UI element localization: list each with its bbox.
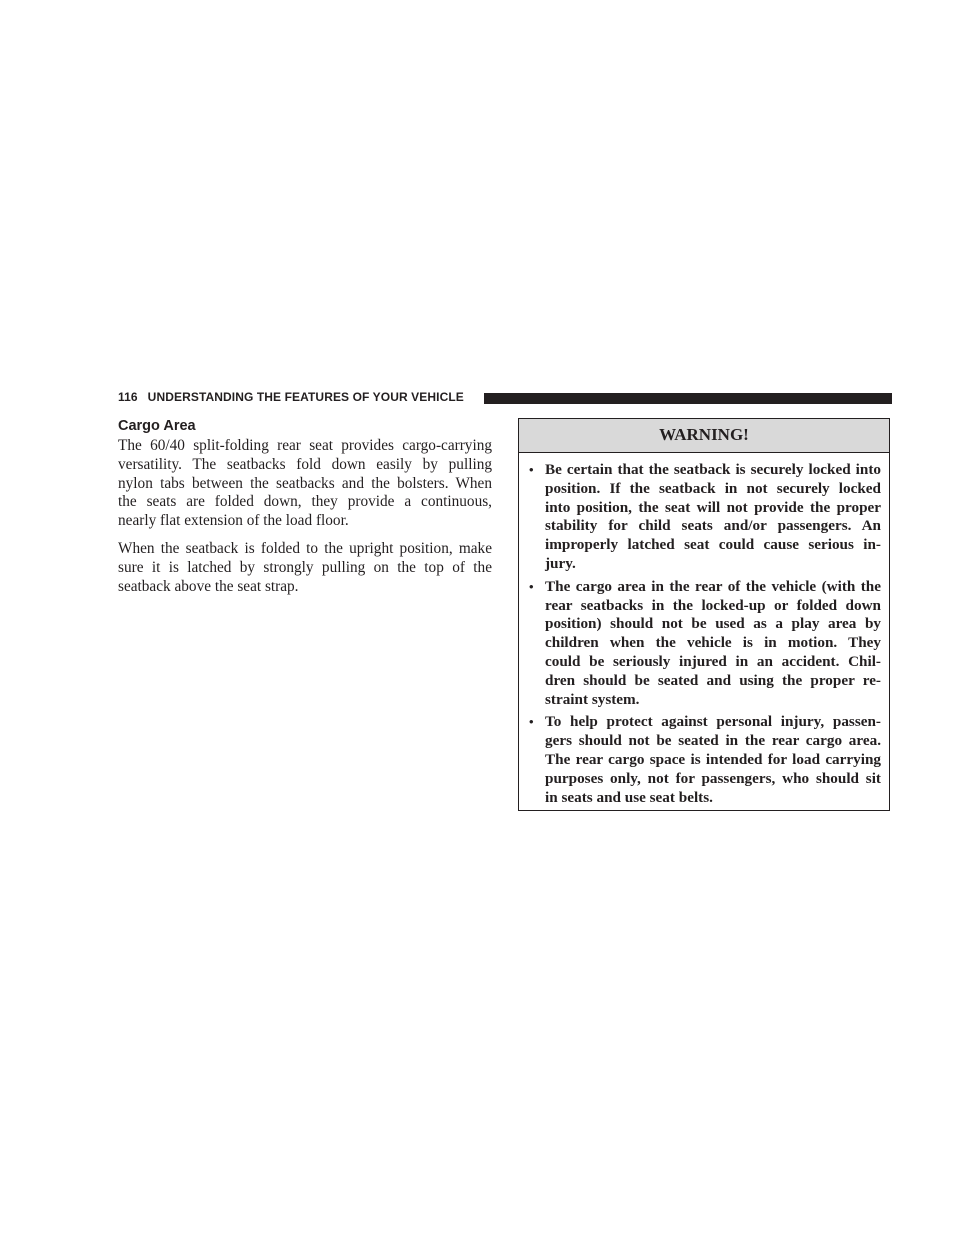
header-text [118, 389, 464, 406]
left-column [118, 417, 492, 596]
chapter-title: UNDERSTANDING THE FEATURES OF YOUR VEHICLE [147, 390, 464, 404]
page-header [118, 389, 892, 406]
warning-line: The cargo area in the rear of the vehicle (with the [545, 577, 881, 595]
text-line: the seats are folded down, they provide a continuous, [118, 493, 492, 511]
warning-list [519, 453, 889, 807]
warning-line: straint system. [545, 690, 640, 708]
text-line: When the seatback is folded to the upright position, make [118, 539, 492, 557]
text-line: nearly flat extension of the load floor. [118, 512, 349, 530]
text-line: nylon tabs between the seatbacks and the bolsters. When [118, 474, 492, 492]
bullet-icon: • [529, 578, 534, 594]
text-line: The 60/40 split-folding rear seat provides cargo-carrying [118, 437, 492, 454]
warning-line: jury. [545, 554, 576, 572]
warning-line: position) should not be used as a play area by [545, 615, 881, 633]
warning-line: position. If the seatback in not securely locked [545, 479, 881, 497]
bullet-icon: • [529, 714, 534, 730]
warning-line: children when the vehicle is in motion. They [545, 634, 881, 652]
warning-line: purposes only, not for passengers, who should sit [545, 769, 881, 787]
warning-box [518, 418, 890, 811]
warning-line: The rear cargo space is intended for load carrying [545, 750, 881, 768]
header-rule-bar [484, 393, 892, 404]
text-line: seatback above the seat strap. [118, 577, 299, 595]
text-line: sure it is latched by strongly pulling on the top of the [118, 558, 492, 576]
warning-line: dren should be seated and using the proper re- [545, 671, 881, 689]
warning-line: into position, the seat will not provide the proper [545, 498, 881, 516]
body-paragraph [118, 540, 492, 596]
warning-line: stability for child seats and/or passengers. An [545, 517, 881, 535]
warning-line: Be certain that the seatback is securely locked into [545, 461, 881, 478]
warning-line: could be seriously injured in an accident. Chil- [545, 652, 881, 670]
bullet-icon: • [529, 462, 534, 477]
warning-line: in seats and use seat belts. [545, 788, 713, 806]
warning-line: To help protect against personal injury, passen- [545, 713, 881, 731]
page-number: 116 [118, 390, 138, 404]
warning-title: WARNING! [519, 419, 889, 453]
warning-item [519, 713, 881, 807]
warning-line: improperly latched seat could cause serious in- [545, 536, 881, 554]
warning-line: rear seatbacks in the locked-up or folded down [545, 596, 881, 614]
body-paragraph [118, 437, 492, 531]
text-line: versatility. The seatbacks fold down easily by pulling [118, 455, 492, 473]
section-heading: Cargo Area [118, 418, 196, 434]
warning-line: gers should not be seated in the rear cargo area. [545, 732, 881, 750]
warning-item [519, 578, 881, 710]
warning-item [519, 461, 881, 574]
